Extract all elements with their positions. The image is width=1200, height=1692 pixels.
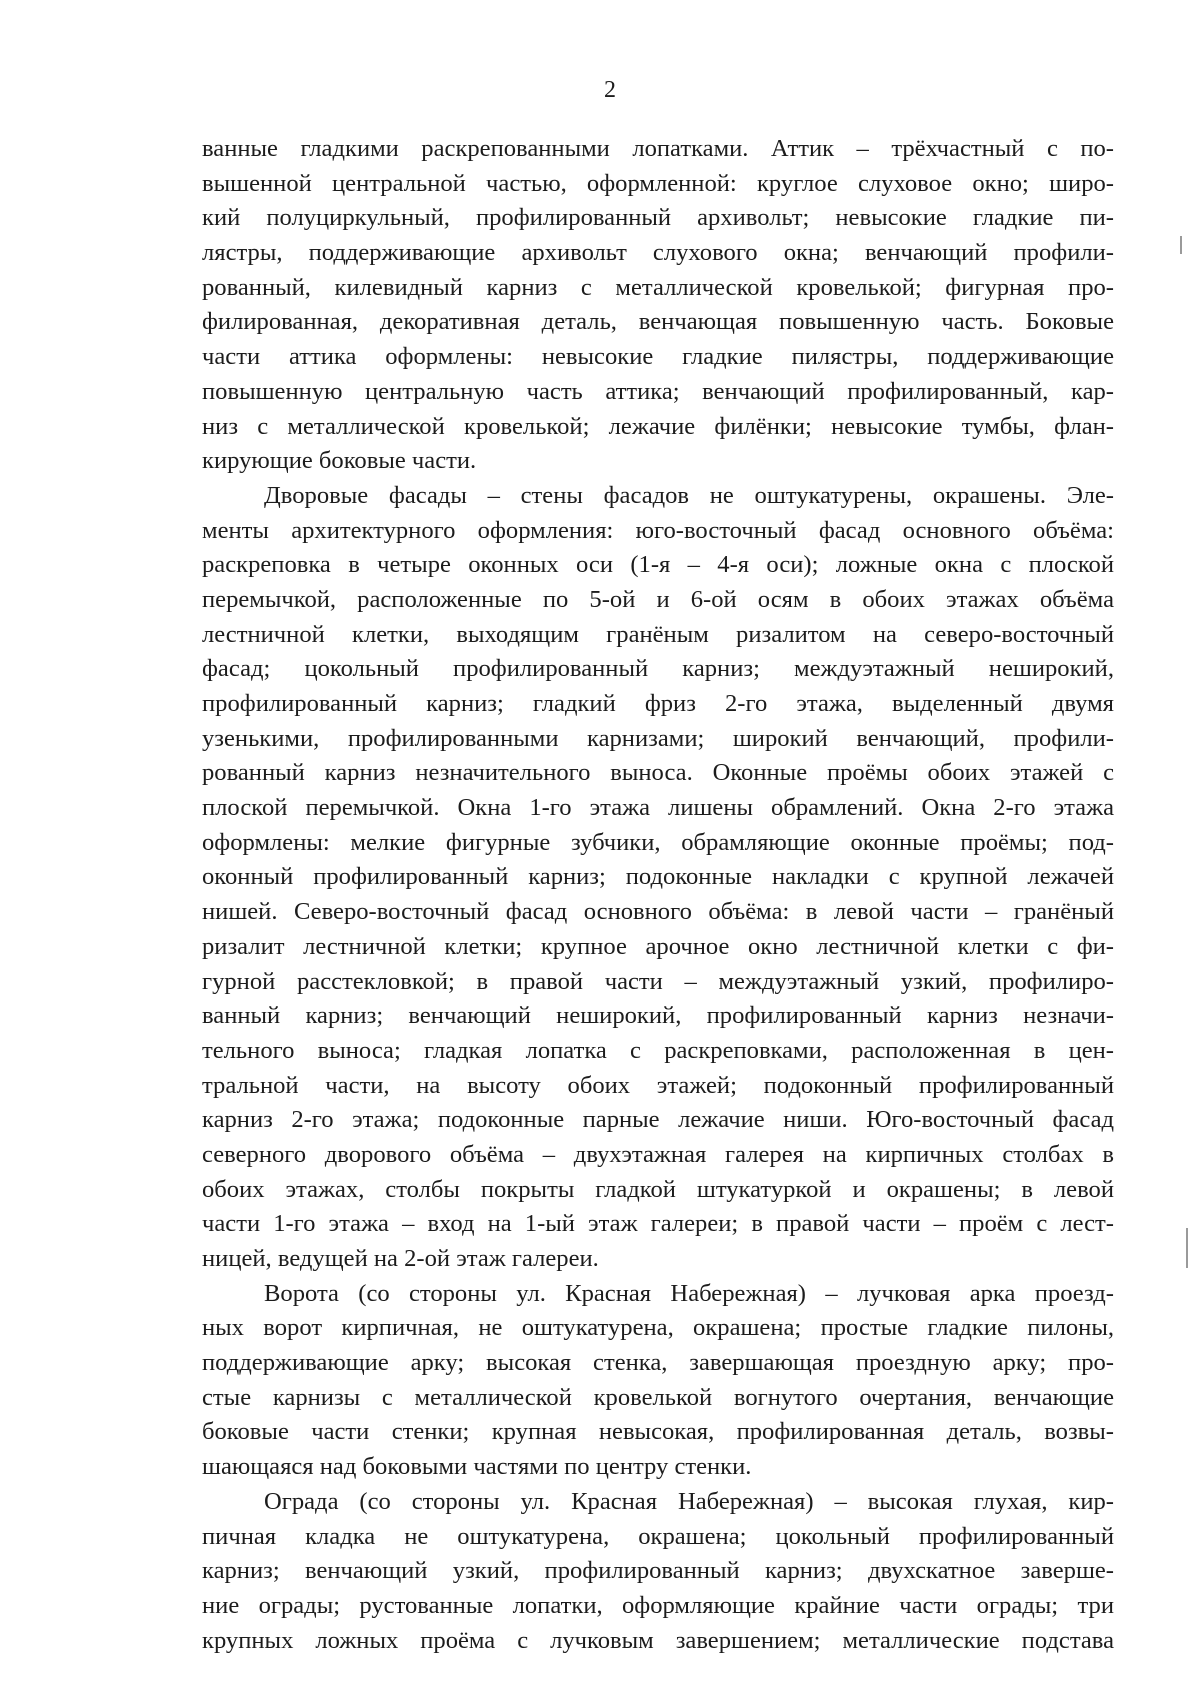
text-line: повышенную центральную часть аттика; венчающий профилированный, кар- [202, 377, 1114, 405]
text-line: ризалит лестничной клетки; крупное арочное окно лестничной клетки с фи- [202, 932, 1114, 960]
text-line: карниз 2-го этажа; подоконные парные лежачие ниши. Юго-восточный фасад [202, 1106, 1114, 1134]
text-line: Дворовые фасады – стены фасадов не оштукатурены, окрашены. Эле- [264, 481, 1114, 509]
text-line: оформлены: мелкие фигурные зубчики, обрамляющие оконные проёмы; под- [202, 828, 1114, 856]
text-line: ние ограды; рустованные лопатки, оформляющие крайние части ограды; три [202, 1591, 1114, 1619]
text-line: фасад; цокольный профилированный карниз; междуэтажный неширокий, [202, 655, 1114, 683]
text-line: боковые части стенки; крупная невысокая, профилированная деталь, возвы- [202, 1418, 1114, 1446]
page-number: 2 [604, 77, 616, 103]
text-line: шающаяся над боковыми частями по центру стенки. [202, 1453, 752, 1481]
text-line: менты архитектурного оформления: юго-восточный фасад основного объёма: [202, 516, 1114, 544]
scan-margin-mark-bottom [1186, 1228, 1188, 1268]
text-line: низ с металлической кровелькой; лежачие филёнки; невысокие тумбы, флан- [202, 412, 1114, 440]
text-line: нишей. Северо-восточный фасад основного объёма: в левой части – гранёный [202, 898, 1114, 926]
text-line: профилированный карниз; гладкий фриз 2-го этажа, выделенный двумя [202, 690, 1114, 717]
text-line: крупных ложных проёма с лучковым завершением; металлические подстава [202, 1626, 1114, 1654]
text-line: части аттика оформлены: невысокие гладкие пилястры, поддерживающие [202, 343, 1114, 371]
text-line: стые карнизы с металлической кровелькой вогнутого очертания, венчающие [202, 1383, 1114, 1411]
scan-margin-mark-top [1180, 236, 1182, 254]
text-line: тральной части, на высоту обоих этажей; подоконный профилированный [202, 1071, 1114, 1099]
text-line: рованный, килевидный карниз с металлической кровелькой; фигурная про- [202, 273, 1114, 301]
text-line: части 1-го этажа – вход на 1-ый этаж галереи; в правой части – проём с лест- [202, 1210, 1114, 1238]
text-line: Ограда (со стороны ул. Красная Набережная) – высокая глухая, кир- [264, 1487, 1114, 1515]
text-line: перемычкой, расположенные по 5-ой и 6-ой осям в обоих этажах объёма [202, 585, 1114, 613]
text-line: карниз; венчающий узкий, профилированный карниз; двухскатное заверше- [202, 1557, 1114, 1585]
text-line: плоской перемычкой. Окна 1-го этажа лишены обрамлений. Окна 2-го этажа [202, 794, 1114, 822]
paragraph [202, 1277, 1114, 1485]
document-body [202, 132, 1114, 1658]
text-line: поддерживающие арку; высокая стенка, завершающая проездную арку; про- [202, 1349, 1114, 1377]
text-line: ванный карниз; венчающий неширокий, профилированный карниз незначи- [202, 1002, 1114, 1030]
text-line: кирующие боковые части. [202, 447, 477, 475]
text-line: ницей, ведущей на 2-ой этаж галереи. [202, 1245, 599, 1272]
text-line: обоих этажах, столбы покрыты гладкой штукатуркой и окрашены; в левой [202, 1175, 1114, 1203]
text-line: Ворота (со стороны ул. Красная Набережная) – лучковая арка проезд- [264, 1279, 1114, 1307]
text-line: вышенной центральной частью, оформленной: круглое слуховое окно; широ- [202, 169, 1114, 197]
paragraph [202, 1485, 1114, 1658]
text-line: филированная, декоративная деталь, венчающая повышенную часть. Боковые [202, 308, 1114, 336]
text-line: ванные гладкими раскрепованными лопатками. Аттик – трёхчастный с по- [202, 135, 1114, 162]
text-line: северного дворового объёма – двухэтажная галерея на кирпичных столбах в [202, 1140, 1114, 1168]
text-line: раскреповка в четыре оконных оси (1-я – 4-я оси); ложные окна с плоской [202, 551, 1114, 579]
paragraph [202, 479, 1114, 1277]
text-line: лястры, поддерживающие архивольт слухового окна; венчающий профили- [202, 239, 1114, 267]
text-line: лестничной клетки, выходящим гранёным ризалитом на северо-восточный [202, 620, 1114, 648]
text-line: тельного выноса; гладкая лопатка с раскреповками, расположенная в цен- [202, 1036, 1114, 1064]
paragraph [202, 132, 1114, 479]
text-line: кий полуциркульный, профилированный архивольт; невысокие гладкие пи- [202, 204, 1114, 232]
text-line: оконный профилированный карниз; подоконные накладки с крупной лежачей [202, 863, 1114, 891]
text-line: гурной расстекловкой; в правой части – междуэтажный узкий, профилиро- [202, 967, 1114, 995]
text-line: ных ворот кирпичная, не оштукатурена, окрашена; простые гладкие пилоны, [202, 1314, 1114, 1342]
text-line: пичная кладка не оштукатурена, окрашена; цокольный профилированный [202, 1522, 1114, 1550]
text-line: рованный карниз незначительного выноса. Оконные проёмы обоих этажей с [202, 759, 1114, 787]
text-line: узенькими, профилированными карнизами; широкий венчающий, профили- [202, 724, 1114, 752]
